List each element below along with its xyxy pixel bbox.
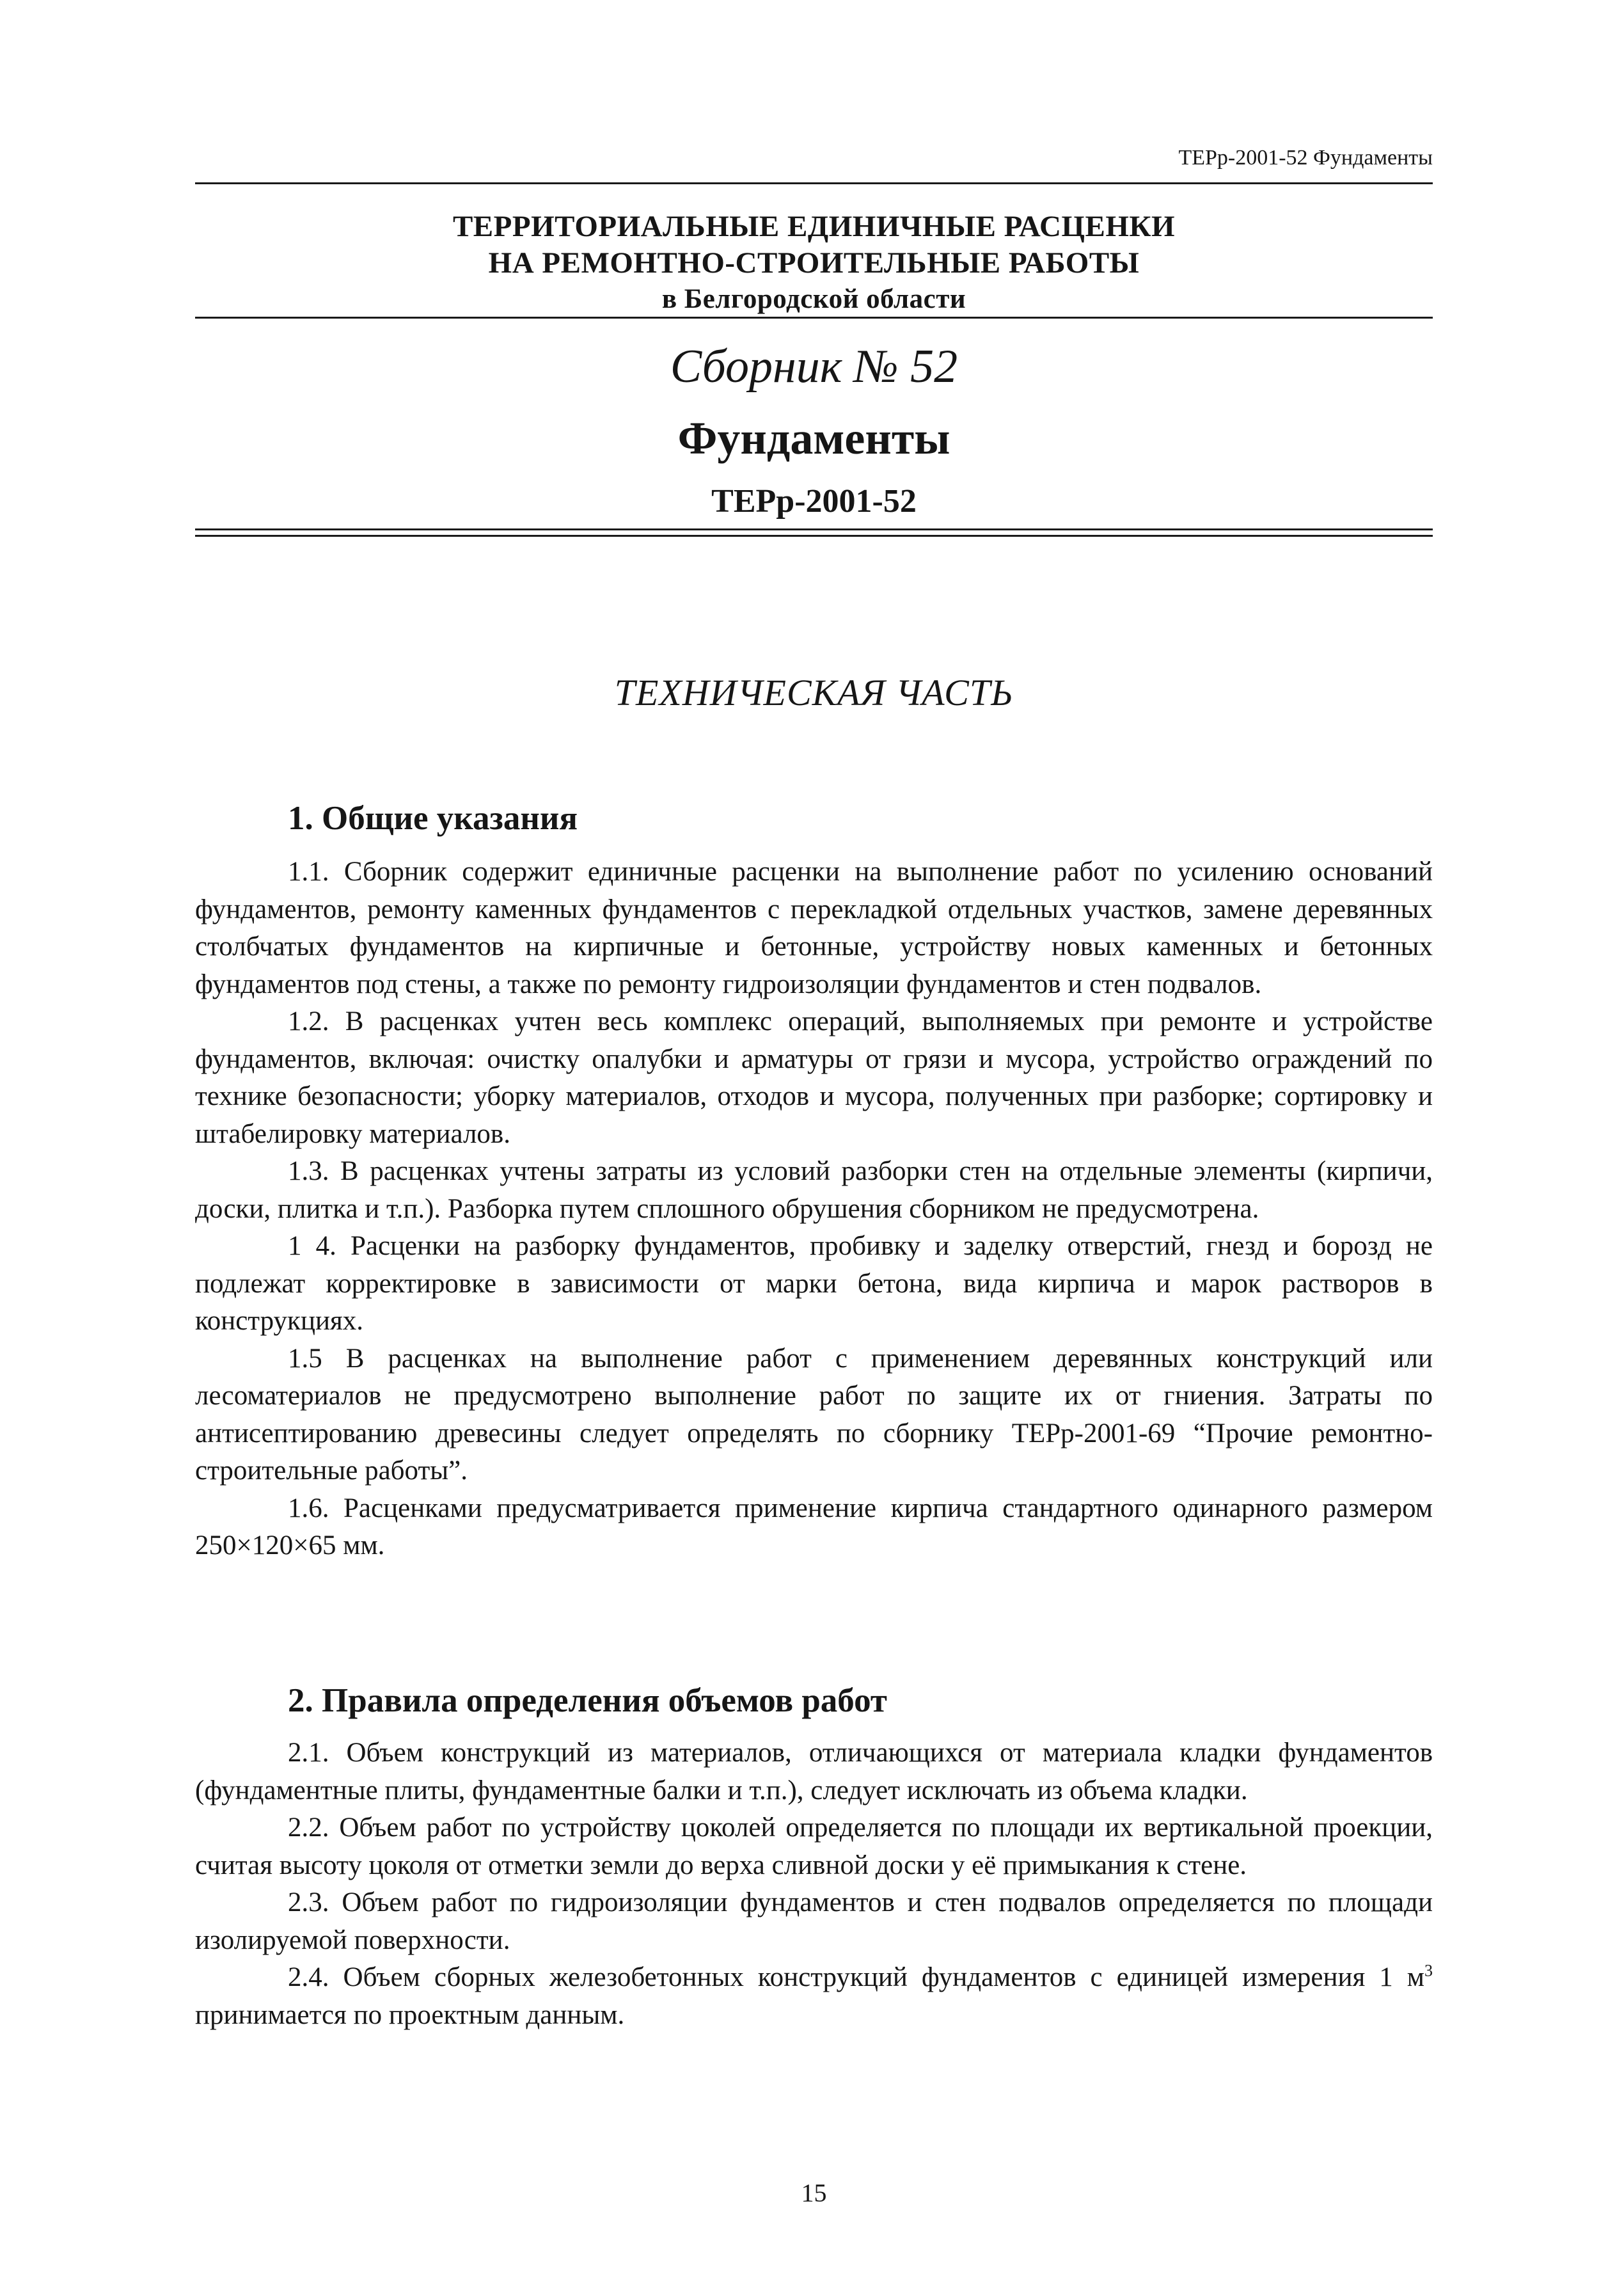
- section-heading: 1. Общие указания: [288, 800, 578, 837]
- paragraph: 1.3. В расценках учтены затраты из условий разборки стен на отдельные элементы (кирпичи, доски, плитка и т.п.). Разборка путем сплошного обрушения сборником не предусмотрена.: [195, 1156, 1433, 1224]
- collection-title: Фундаменты: [677, 413, 950, 464]
- region-subtitle: в Белгородской области: [661, 284, 966, 314]
- collection-number: Сборник № 52: [670, 340, 958, 393]
- paragraph: 1.6. Расценками предусматривается применение кирпича стандартного одинарного размером 250×120×65 мм.: [195, 1493, 1433, 1560]
- paragraph-text: 2.4. Объем сборных железобетонных конструкций фундаментов с единицей измерения 1 м: [288, 1962, 1424, 1992]
- superscript: 3: [1424, 1961, 1433, 1980]
- paragraph: 2.3. Объем работ по гидроизоляции фундаментов и стен подвалов определяется по площади изолируемой поверхности.: [195, 1887, 1433, 1955]
- section-heading: 2. Правила определения объемов работ: [288, 1682, 887, 1719]
- section-general-instructions: [195, 797, 1433, 1565]
- organization-title: [195, 209, 1433, 316]
- double-rule-top: [195, 528, 1433, 530]
- section-volume-rules: [195, 1679, 1433, 2034]
- technical-part-heading: ТЕХНИЧЕСКАЯ ЧАСТЬ: [614, 672, 1014, 713]
- page-number: 15: [801, 2179, 827, 2207]
- org-title-line-2: НА РЕМОНТНО-СТРОИТЕЛЬНЫЕ РАБОТЫ: [488, 246, 1140, 280]
- paragraph: 2.2. Объем работ по устройству цоколей определяется по площади их вертикальной проекции, считая высоту цоколя от отметки земли до верха сливной доски у её примыкания к стене.: [195, 1813, 1433, 1880]
- paragraph-text: принимается по проектным данным.: [195, 1999, 625, 2030]
- running-head: ТЕРр-2001-52 Фундаменты: [1178, 146, 1433, 170]
- paragraph: 1 4. Расценки на разборку фундаментов, пробивку и заделку отверстий, гнезд и борозд не подлежат корректировке в зависимости от марки бетона, вида кирпича и марок растворов в конструкциях.: [195, 1231, 1433, 1336]
- paragraph: 1.1. Сборник содержит единичные расценки на выполнение работ по усилению оснований фундаментов, ремонту каменных фундаментов с перекладкой отдельных участков, замене деревянных столбчатых фундаментов на кирпичные и бетонные, устройству новых каменных и бетонных фундаментов под стены, а также по ремонту гидроизоляции фундаментов и стен подвалов.: [195, 857, 1433, 999]
- double-rule-bottom: [195, 535, 1433, 537]
- org-title-line-1: ТЕРРИТОРИАЛЬНЫЕ ЕДИНИЧНЫЕ РАСЦЕНКИ: [452, 210, 1176, 243]
- paragraph: 2.1. Объем конструкций из материалов, отличающихся от материала кладки фундаментов (фундаментные плиты, фундаментные балки и т.п.), следует исключать из объема кладки.: [195, 1738, 1433, 1806]
- collection-code: ТЕРр-2001-52: [711, 483, 917, 520]
- paragraph: 1.2. В расценках учтен весь комплекс операций, выполняемых при ремонте и устройстве фундаментов, включая: очистку опалубки и арматуры от грязи и мусора, устройство ограждений по технике безопасности; уборку материалов, отходов и мусора, полученных при разборке; сортировку и штабелировку материалов.: [195, 1006, 1433, 1149]
- title-rule: [195, 317, 1433, 319]
- header-rule: [195, 182, 1433, 184]
- paragraph: [195, 1959, 1433, 2034]
- paragraph: 1.5 В расценках на выполнение работ с применением деревянных конструкций или лесоматериалов не предусмотрено выполнение работ по защите их от гниения. Затраты по антисептированию древесины следует определять по сборнику ТЕРр-2001-69 “Прочие ремонтно-строительные работы”.: [195, 1343, 1433, 1486]
